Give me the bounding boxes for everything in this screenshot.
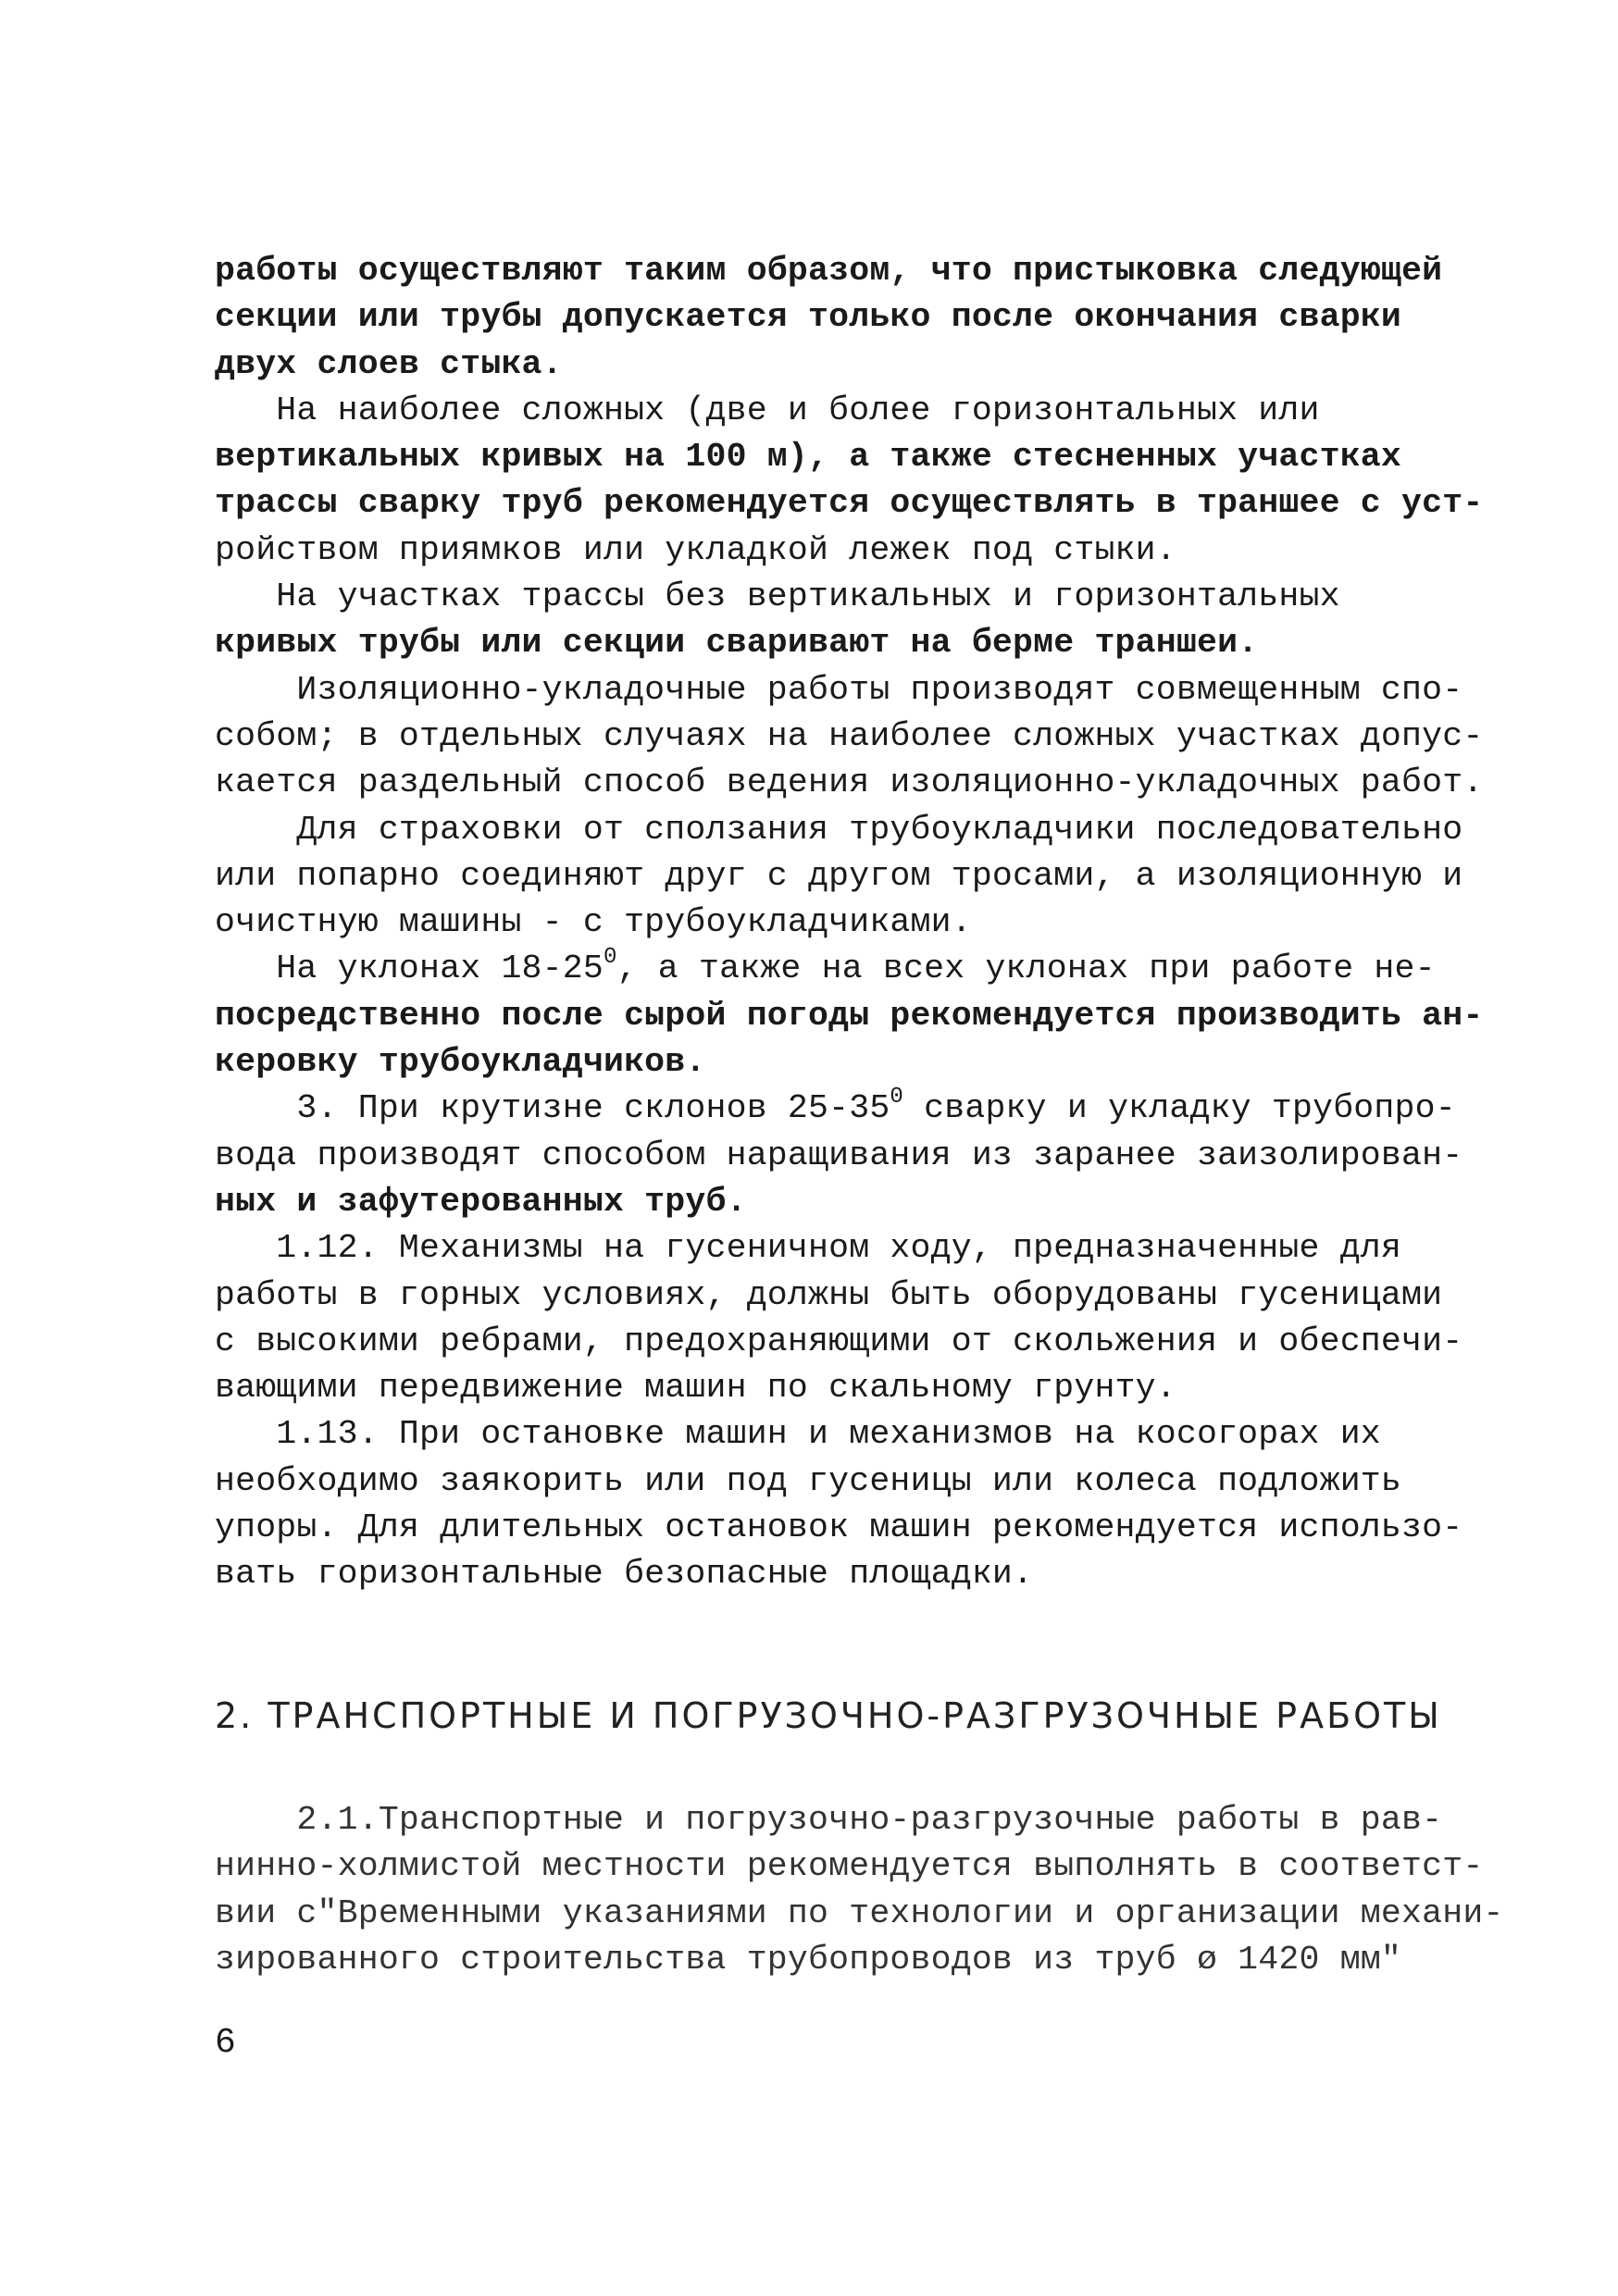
text-line: с высокими ребрами, предохраняющими от скольжения и обеспечи- (215, 1322, 1463, 1360)
text-line: работы в горных условиях, должны быть оборудованы гусеницами (215, 1275, 1443, 1314)
degree-superscript: 0 (603, 945, 617, 971)
slope-text-end: , а также на всех уклонах при работе не- (616, 949, 1436, 988)
slope-text-start: На уклонах 18-25 (215, 949, 604, 988)
text-line: вода производят способом наращивания из заранее заизолирован- (215, 1136, 1463, 1174)
text-line (215, 945, 1436, 992)
text-line: работы осуществляют таким образом, что пристыковка следующей (215, 252, 1443, 290)
degree-superscript: 0 (890, 1085, 904, 1111)
text-line: секции или трубы допускается только после окончания сварки (215, 298, 1402, 337)
text-line: двух слоев стыка. (215, 344, 563, 383)
text-line: или попарно соединяют друг с другом тросами, а изоляционную и (215, 856, 1463, 895)
slope-text-start: 3. При крутизне склонов 25-35 (215, 1089, 890, 1128)
text-line: кривых трубы или секции сваривают на берме траншеи. (215, 624, 1259, 663)
page-number: 6 (215, 2023, 236, 2063)
text-line: посредственно после сырой погоды рекомендуется производить ан- (215, 996, 1484, 1035)
text-line: нинно-холмистой местности рекомендуется выполнять в соответст- (215, 1847, 1484, 1886)
text-line: керовку трубоукладчиков. (215, 1043, 706, 1082)
text-line (215, 1085, 1456, 1132)
text-line: ройством приямков или укладкой лежек под стыки. (215, 530, 1176, 569)
section-heading: 2. ТРАНСПОРТНЫЕ И ПОГРУЗОЧНО-РАЗГРУЗОЧНЫЕ РАБОТЫ (215, 1695, 1442, 1736)
text-line: Изоляционно-укладочные работы производят совмещенным спо- (215, 670, 1463, 709)
body-text (215, 248, 1484, 1598)
text-line: вающими передвижение машин по скальному грунту. (215, 1369, 1176, 1408)
section-body-text (215, 1797, 1504, 1983)
text-line: кается раздельный способ ведения изоляционно-укладочных работ. (215, 763, 1484, 802)
text-line: ных и зафутерованных труб. (215, 1182, 747, 1221)
text-line: зированного строительства трубопроводов из труб ø 1420 мм" (215, 1940, 1402, 1979)
text-line: необходимо заякорить или под гусеницы или колеса подложить (215, 1461, 1402, 1500)
text-line: На наиболее сложных (две и более горизонтальных или (215, 391, 1320, 429)
slope-text-end: сварку и укладку трубопро- (903, 1089, 1456, 1128)
text-line: Для страховки от сползания трубоукладчики последовательно (215, 810, 1463, 849)
text-line: 1.13. При остановке машин и механизмов на косогорах их (215, 1415, 1381, 1454)
text-line: трассы сварку труб рекомендуется осуществлять в траншее с уст- (215, 484, 1484, 523)
text-line: собом; в отдельных случаях на наиболее сложных участках допус- (215, 716, 1484, 755)
text-line: На участках трассы без вертикальных и горизонтальных (215, 577, 1340, 616)
text-line: очистную машины - с трубоукладчиками. (215, 903, 972, 942)
text-line: упоры. Для длительных остановок машин рекомендуется использо- (215, 1508, 1463, 1547)
text-line: 1.12. Механизмы на гусеничном ходу, предназначенные для (215, 1229, 1402, 1268)
text-line: 2.1.Транспортные и погрузочно-разгрузочные работы в рав- (215, 1801, 1443, 1839)
text-line: вать горизонтальные безопасные площадки. (215, 1555, 1034, 1594)
text-line: вии с"Временными указаниями по технологии и организации механи- (215, 1893, 1504, 1932)
text-line: вертикальных кривых на 100 м), а также стесненных участках (215, 438, 1402, 477)
